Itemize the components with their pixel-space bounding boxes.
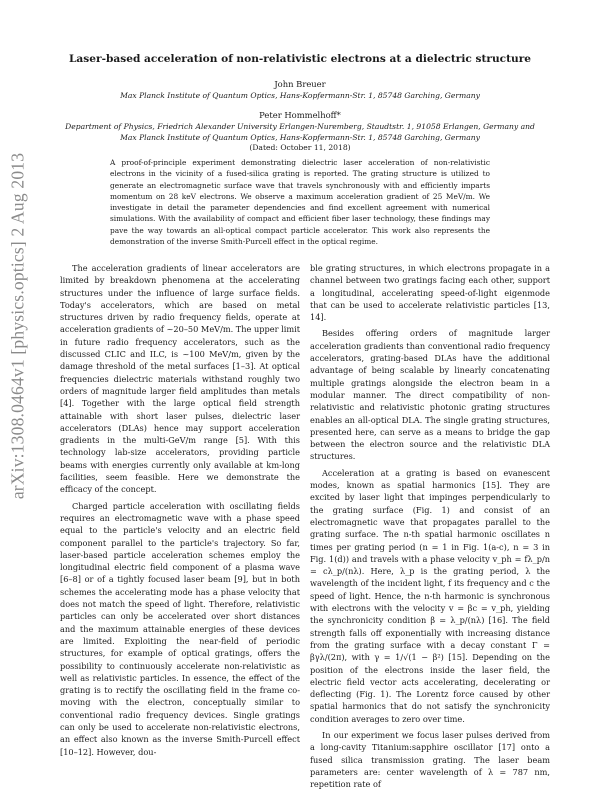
author-name: John Breuer bbox=[274, 79, 326, 89]
author-name: Peter Hommelhoff* bbox=[259, 110, 341, 120]
abstract: A proof-of-principle experiment demonstrating dielectric laser acceleration of non-relativistic electrons in the vicinity of a fused-silica grating is reported. The grating structure is utilized to generate an electromagnetic surface wave that travels synchronously with and efficiently imparts momentum on 28 keV electrons. We observe a maximum acceleration gradient of 25 MeV/m. We investigate in detail the parameter dependencies and find excellent agreement with numerical simulations. With the availability of compact and efficient fiber laser technology, these findings may pave the way towards an all-optical compact particle accelerator. This work also represents the demonstration of the inverse Smith-Purcell effect in the optical regime. bbox=[110, 158, 490, 247]
paragraph: In our experiment we focus laser pulses derived from a long-cavity Titanium:sapphire oscillator [17] onto a fused silica transmission grating. The laser beam parameters are: center wavelength of λ = 787 nm, repetition rate of bbox=[310, 729, 550, 790]
paper-title: Laser-based acceleration of non-relativistic electrons at a dielectric structure bbox=[68, 53, 532, 65]
paragraph: Charged particle acceleration with oscillating fields requires an electromagnetic wave with a phase speed equal to the particle's velocity and an electric field component parallel to the particle's trajectory. So far, laser-based particle acceleration schemes employ the longitudinal electric field component of a plasma wave [6–8] or of a tightly focused laser beam [9], but in both schemes the accelerating mode has a phase velocity that does not match the speed of light. Therefore, relativistic particles can only be accelerated over short distances and the maximum attainable energies of these devices are limited. Exploiting the near-field of periodic structures, for example of optical gratings, offers the possibility to continuously accelerate non-relativistic as well as relativistic particles. In essence, the effect of the grating is to rectify the oscillating field in the frame co-moving with the electron, conceptually similar to conventional radio frequency devices. Single gratings can only be used to accelerate non-relativistic electrons, an effect also known as the inverse Smith-Purcell effect [10–12]. However, dou- bbox=[60, 500, 300, 757]
paragraph: Acceleration at a grating is based on evanescent modes, known as spatial harmonics [15]. They are excited by laser light that impinges perpendicularly to the grating surface (Fig. 1) and consist of an electromagnetic wave that propagates parallel to the grating surface. The n-th spatial harmonic oscillates n times per grating period (n = 1 in Fig. 1(a-c), n = 3 in Fig. 1(d)) and travels with a phase velocity v_ph = fλ_p/n = cλ_p/(nλ). Here, λ_p is the grating period, λ the wavelength of the incident light, f its frequency and c the speed of light. Hence, the n-th harmonic is synchronous with electrons with the velocity v = βc = v_ph, yielding the synchronicity condition β = λ_p/(nλ) [16]. The field strength falls off exponentially with increasing distance from the grating surface with a decay constant Γ = βγλ/(2π), with γ = 1/√(1 − β²) [15]. Depending on the position of the electrons inside the laser field, the electric field vector acts accelerating, decelerating or deflecting (Fig. 1). The Lorentz force caused by other spatial harmonics that do not satisfy the synchronicity condition averages to zero over time. bbox=[310, 467, 550, 724]
paragraph: ble grating structures, in which electrons propagate in a channel between two gratings facing each other, support a longitudinal, accelerating speed-of-light eigenmode that can be used to accelerate relativistic particles [13, 14]. bbox=[310, 263, 550, 323]
paragraph: The acceleration gradients of linear accelerators are limited by breakdown phenomena at the accelerating structures under the influence of large surface fields. Today's accelerators, which are based on metal structures driven by radio frequency fields, operate at acceleration gradients of ~20–50 MeV/m. The upper limit in future radio frequency accelerators, such as the discussed CLIC and ILC, is ~100 MeV/m, given by the damage threshold of the metal surfaces [1–3]. At optical frequencies dielectric materials withstand roughly two orders of magnitude larger field amplitudes than metals [4]. Together with the large optical field strength attainable with short laser pulses, dielectric laser accelerators (DLAs) hence may support acceleration gradients in the multi-GeV/m range [5]. With this technology lab-size accelerators, providing particle beams with energies currently only available at km-long facilities, seem feasible. Here we demonstrate the efficacy of the concept. bbox=[60, 263, 301, 495]
arxiv-stamp bbox=[7, 36, 29, 616]
body-column-left bbox=[60, 262, 300, 762]
arxiv-stamp-text: arXiv:1308.0464v1 [physics.optics] 2 Aug 2013 bbox=[7, 152, 28, 500]
date-line: (Dated: October 11, 2018) bbox=[249, 143, 351, 152]
author-affiliation: Department of Physics, Friedrich Alexander University Erlangen-Nuremberg, Staudtstr. 1, 91058 Erlangen, Germany and bbox=[65, 122, 535, 131]
author-affiliation: Max Planck Institute of Quantum Optics, Hans-Kopfermann-Str. 1, 85748 Garching, Germany bbox=[120, 91, 480, 100]
paragraph: Besides offering orders of magnitude larger acceleration gradients than conventional radio frequency accelerators, grating-based DLAs have the additional advantage of being scalable by linearly concatenating multiple gratings alongside the electron beam in a modular manner. The direct compatibility of non-relativistic and relativistic photonic grating structures enables an all-optical DLA. The single grating structures, presented here, can serve as a means to bridge the gap between the electron source and the relativistic DLA structures. bbox=[310, 328, 550, 462]
body-column-right bbox=[310, 262, 550, 794]
author-affiliation: Max Planck Institute of Quantum Optics, Hans-Kopfermann-Str. 1, 85748 Garching, Germany bbox=[120, 133, 480, 142]
